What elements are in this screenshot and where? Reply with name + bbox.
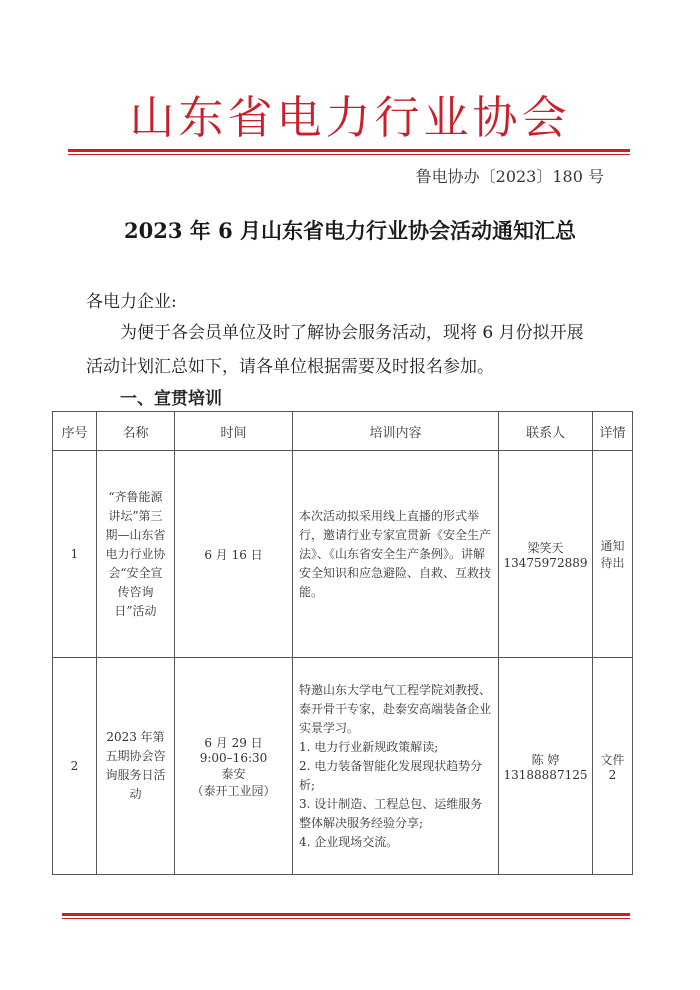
row-name: “齐鲁能源讲坛”第三期—山东省电力行业协会“安全宣传咨询日”活动	[97, 451, 175, 658]
document-number: 鲁电协办〔2023〕180 号	[415, 167, 604, 186]
content-line: 特邀山东大学电气工程学院刘教授、泰开骨干专家，赴泰安高端装备企业实景学习。	[299, 682, 492, 735]
row-contact	[499, 451, 593, 658]
time-line: 6 月 29 日	[204, 735, 263, 750]
header-content: 培训内容	[293, 412, 499, 451]
section-heading-training: 一、宣贯培训	[120, 389, 222, 409]
row-contact	[499, 658, 593, 875]
content-line: 1. 电力行业新规政策解读;	[299, 739, 439, 754]
row-name: 2023 年第五期协会咨询服务日活动	[97, 658, 175, 875]
header-rule-thin	[68, 154, 630, 155]
header-time: 时间	[175, 412, 293, 451]
content-line: 本次活动拟采用线上直播的形式举行，邀请行业专家宣贯新《安全生产法》、《山东省安全生产条例》。讲解安全知识和应急避险、自救、互救技能。	[299, 508, 492, 599]
table-row	[53, 451, 633, 658]
contact-phone: 13188887125	[503, 767, 588, 782]
intro-paragraph: 为便于各会员单位及时了解协会服务活动，现将 6 月份拟开展活动计划汇总如下，请各单位根据需要及时报名参加。	[86, 323, 584, 377]
time-line: 泰安	[221, 766, 246, 781]
row-seq: 1	[53, 451, 97, 658]
row-detail: 文件 2	[593, 658, 633, 875]
content-line: 4. 企业现场交流。	[299, 834, 399, 849]
document-title: 2023 年 6 月山东省电力行业协会活动通知汇总	[124, 218, 576, 243]
contact-name: 陈 婷	[531, 752, 560, 767]
content-line: 3. 设计制造、工程总包、运维服务整体解决服务经验分享;	[299, 796, 483, 830]
footer-rule-thick	[62, 913, 630, 916]
content-line: 2. 电力装备智能化发展现状趋势分析;	[299, 758, 483, 792]
table-row	[53, 658, 633, 875]
row-time	[175, 658, 293, 875]
header-seq: 序号	[53, 412, 97, 451]
footer-rule-thin	[62, 918, 630, 919]
salutation: 各电力企业:	[86, 292, 177, 312]
activities-table	[52, 411, 633, 875]
time-line: 9:00–16:30	[199, 750, 268, 765]
time-line: （泰开工业园）	[191, 783, 276, 798]
contact-name: 梁笑天	[527, 540, 564, 555]
org-header: 山东省电力行业协会	[129, 91, 571, 144]
header-name: 名称	[97, 412, 175, 451]
time-line: 6 月 16 日	[204, 547, 263, 562]
row-time	[175, 451, 293, 658]
row-content	[293, 658, 499, 875]
header-detail: 详情	[593, 412, 633, 451]
header-rule-thick	[68, 149, 630, 152]
contact-phone: 13475972889	[503, 555, 588, 570]
header-contact: 联系人	[499, 412, 593, 451]
row-content	[293, 451, 499, 658]
row-seq: 2	[53, 658, 97, 875]
row-detail: 通知待出	[593, 451, 633, 658]
table-header-row	[53, 412, 633, 451]
